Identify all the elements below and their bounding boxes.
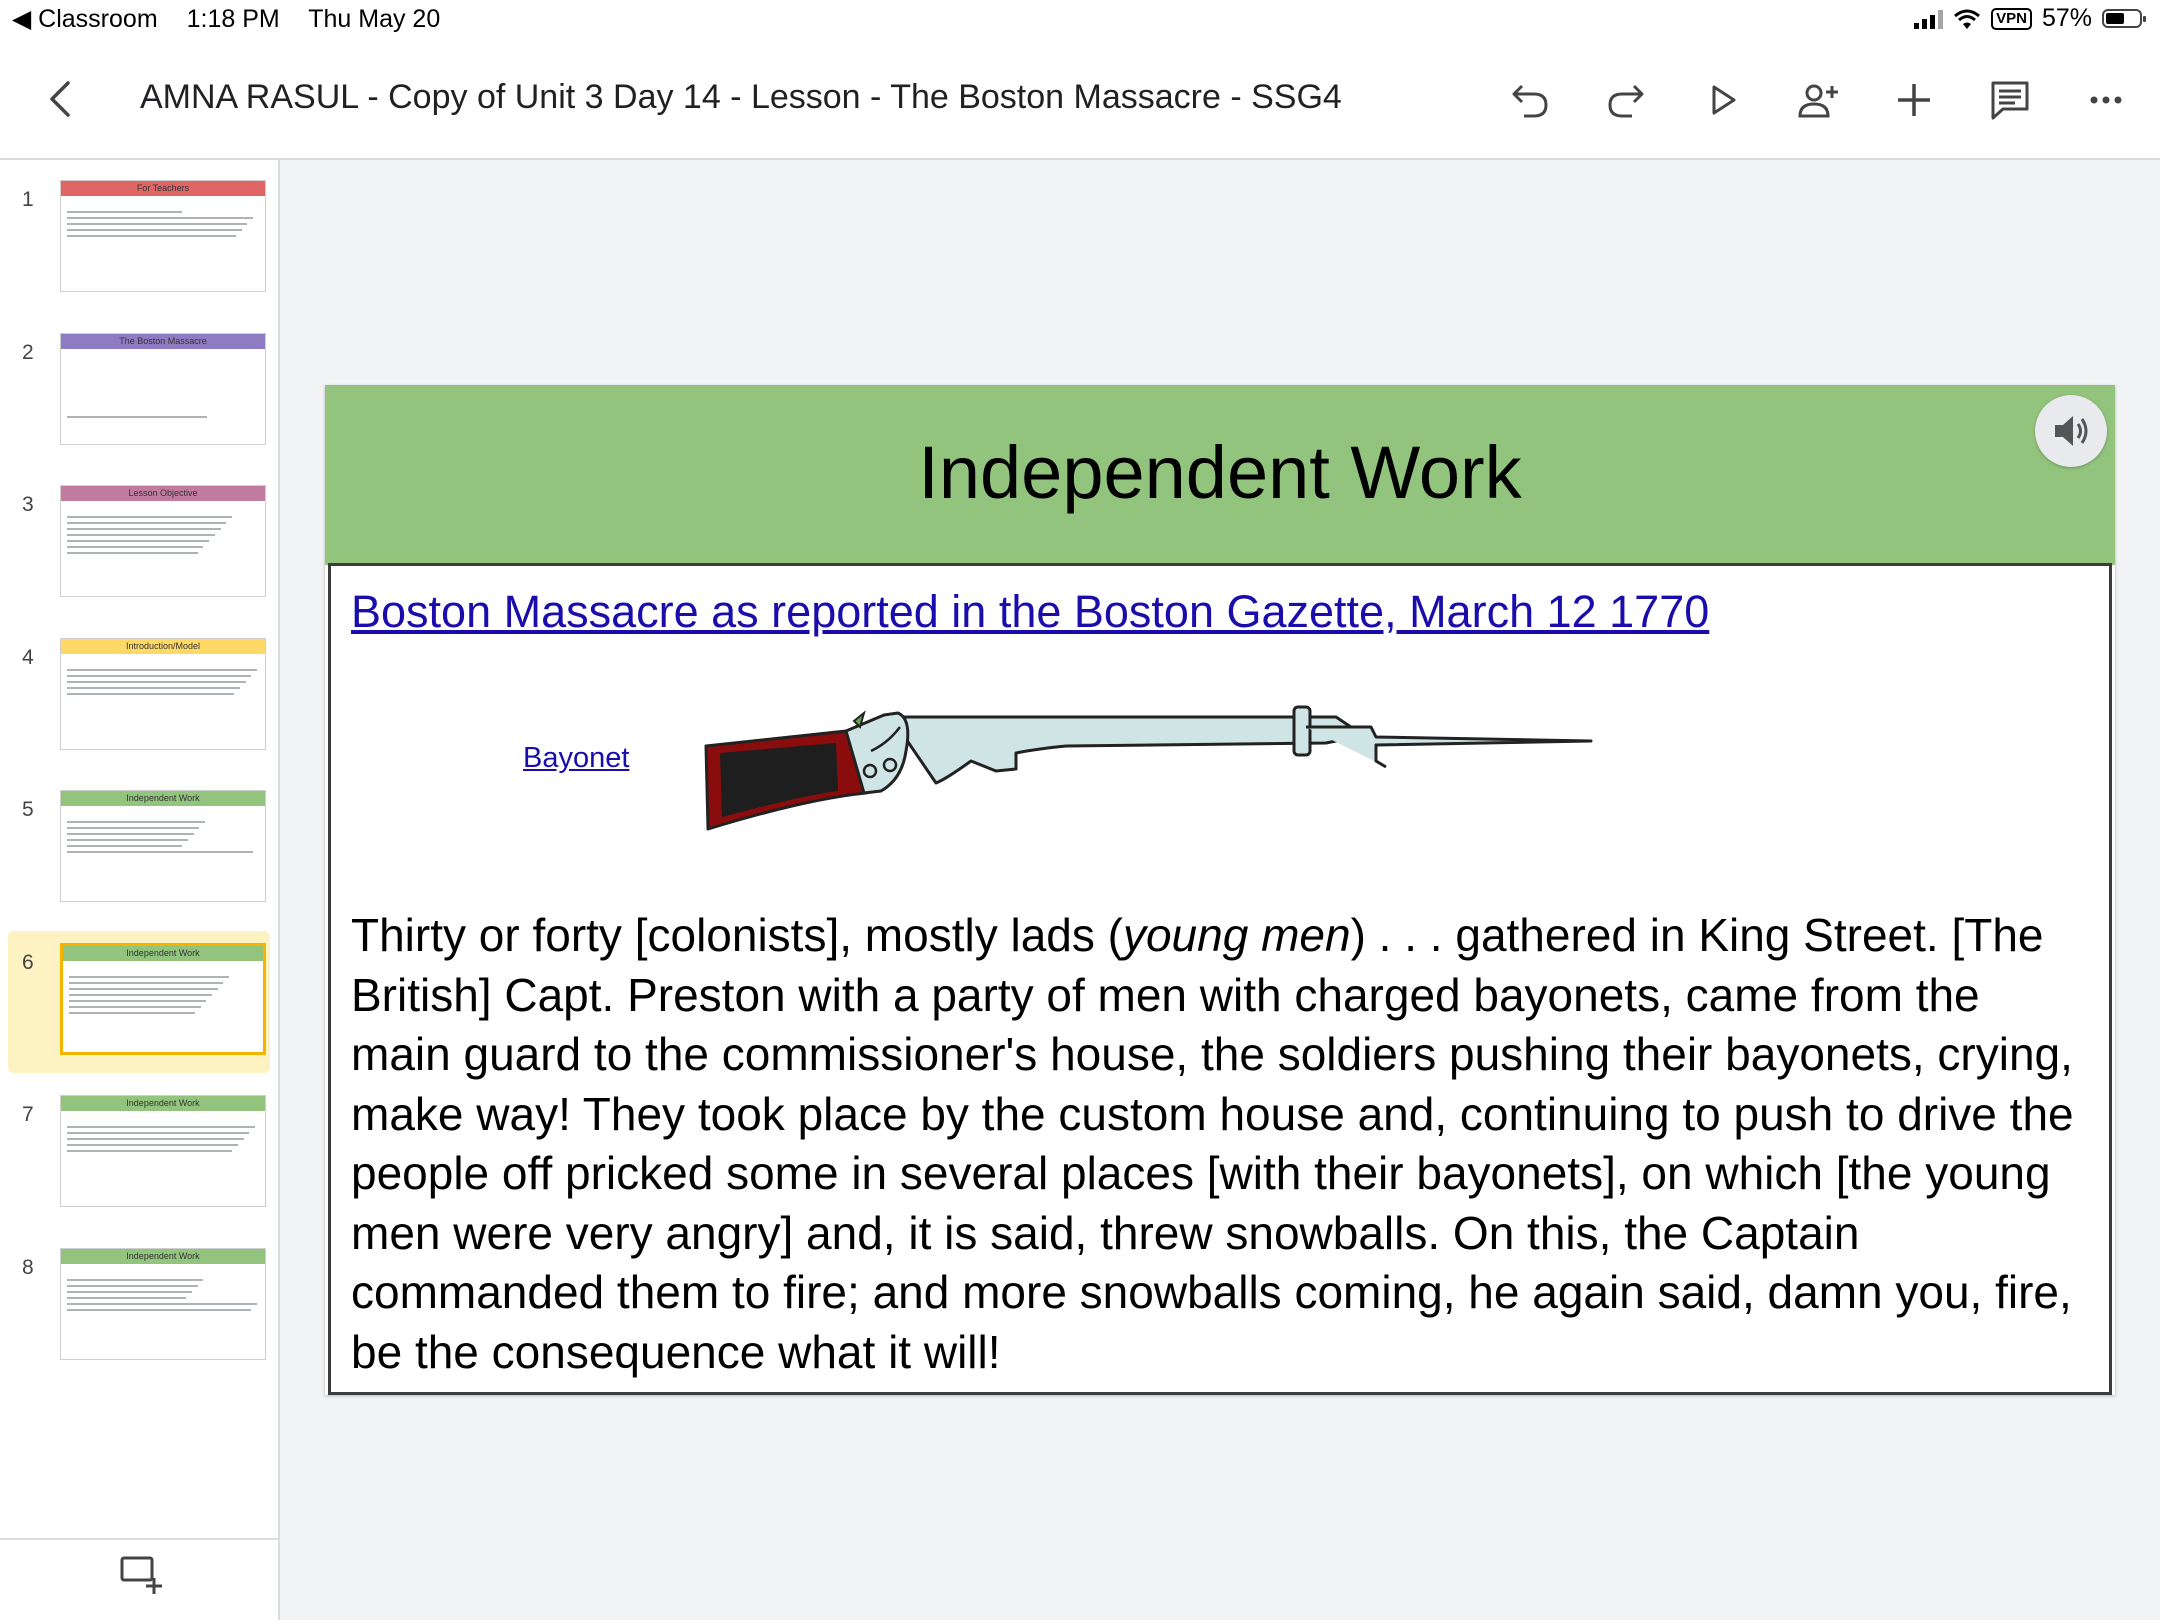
quote-text — [351, 906, 2089, 1382]
slide-thumbnail-2[interactable] — [8, 321, 270, 463]
slide-preview-line — [67, 1144, 238, 1146]
audio-button[interactable] — [2035, 395, 2107, 467]
slide-preview-line — [67, 839, 188, 841]
slide-header — [325, 385, 2115, 565]
comment-icon — [1988, 78, 2032, 122]
slide-preview-line — [67, 681, 246, 683]
slide-thumbnail-3[interactable] — [8, 473, 270, 615]
present-icon — [1700, 78, 1744, 122]
battery-level — [2106, 13, 2124, 24]
content-box — [328, 563, 2112, 1395]
slide-preview-line — [67, 1279, 203, 1281]
slide-thumbnail-7[interactable] — [8, 1083, 270, 1225]
slide-preview-line — [69, 1006, 201, 1008]
slide-preview-line — [67, 211, 182, 213]
slide-preview-line — [67, 1138, 244, 1140]
slide-preview — [60, 1248, 266, 1360]
redo-icon — [1604, 78, 1648, 122]
slide-preview-line — [67, 669, 257, 671]
slide-preview-header: Lesson Objective — [61, 486, 265, 501]
slide-preview-line — [67, 1291, 192, 1293]
slide-filmstrip — [0, 160, 280, 1620]
slide-preview-header: Independent Work — [63, 946, 263, 961]
add-slide-button[interactable] — [118, 1552, 166, 1596]
back-to-app-link[interactable]: ◀ Classroom — [12, 5, 158, 33]
slide-preview-body — [67, 817, 259, 857]
back-app-label: Classroom — [38, 5, 158, 33]
slide-preview-line — [67, 833, 194, 835]
slide-preview-line — [67, 552, 198, 554]
slide-preview-line — [67, 1132, 249, 1134]
quote-part-1: Thirty or forty [colonists], mostly lads ( — [351, 909, 1123, 961]
slide-number: 6 — [22, 950, 34, 974]
slide-preview — [60, 333, 266, 445]
slide-preview — [60, 485, 266, 597]
slide-preview-line — [67, 540, 209, 542]
slide-preview-line — [67, 223, 247, 225]
slide-preview-line — [69, 1000, 206, 1002]
slide-preview-line — [67, 1126, 255, 1128]
more-button[interactable] — [2076, 70, 2136, 130]
slide-preview — [60, 638, 266, 750]
add-slide-icon — [118, 1552, 166, 1596]
slide-number: 5 — [22, 798, 34, 821]
add-button[interactable] — [1884, 70, 1944, 130]
slide-thumbnail-8[interactable] — [8, 1236, 270, 1378]
slide-thumbnail-5[interactable] — [8, 778, 270, 920]
wifi-icon — [1953, 8, 1981, 30]
slide-number: 4 — [22, 645, 34, 669]
slide-preview-line — [67, 821, 205, 823]
add-icon — [1892, 78, 1936, 122]
battery-percent: 57% — [2041, 4, 2092, 32]
slide-preview-line — [67, 675, 251, 677]
redo-button[interactable] — [1596, 70, 1656, 130]
slide-number: 8 — [22, 1255, 34, 1279]
slide-preview-line — [67, 1297, 186, 1299]
more-icon — [2084, 78, 2128, 122]
quote-part-2: ) . . . gathered in King Street. [The British] Capt. Preston with a party of men with charged bayonets, came from the main guard to the commissioner's house, the soldiers pushing their bayonets, crying, make way! They took place by the custom house and, continuing to push to drive the people off pricked some in several places [with their bayonets], on which [the young men were very angry] and, it is said, threw snowballs. On this, the Captain commanded them to fire; and more snowballs coming, he again said, damn you, fire, be the consequence what it will! — [351, 909, 2074, 1378]
slide-preview-line — [67, 1285, 198, 1287]
status-left — [12, 4, 462, 34]
slide-number: 7 — [22, 1103, 34, 1126]
slide-preview-body — [67, 1275, 259, 1315]
slide-preview-body — [67, 1122, 259, 1156]
slide-preview-line — [67, 845, 182, 847]
slide-preview-body — [67, 512, 259, 558]
slide-preview-header: Independent Work — [61, 791, 265, 806]
undo-button[interactable] — [1500, 70, 1560, 130]
status-time: 1:18 PM — [186, 5, 280, 33]
toolbar — [0, 40, 2160, 160]
slide-preview-body — [69, 972, 257, 1018]
share-button[interactable] — [1788, 70, 1848, 130]
slide-number: 2 — [22, 340, 34, 364]
slide-preview — [60, 790, 266, 902]
share-icon — [1796, 78, 1840, 122]
slide-preview-line — [67, 546, 203, 548]
slide-preview-line — [67, 235, 236, 237]
bayonet-rifle-image — [686, 691, 1616, 841]
slide-preview-body — [67, 665, 259, 699]
slide-preview-line — [67, 851, 253, 853]
slide-canvas[interactable] — [325, 385, 2115, 1395]
slide-preview-line — [67, 827, 199, 829]
status-date: Thu May 20 — [308, 5, 441, 33]
slide-preview-line — [69, 982, 223, 984]
battery-icon — [2102, 9, 2142, 28]
comment-button[interactable] — [1980, 70, 2040, 130]
slide-preview-line — [69, 988, 218, 990]
vpn-badge: VPN — [1991, 8, 2032, 30]
slide-preview-header: Introduction/Model — [61, 639, 265, 654]
slide-preview-header: Independent Work — [61, 1249, 265, 1264]
signal-icon — [1914, 9, 1943, 29]
toolbar-actions — [1500, 70, 2136, 130]
slide-preview — [60, 943, 266, 1055]
slide-preview-line — [69, 1012, 195, 1014]
back-icon — [48, 79, 72, 119]
slide-preview-line — [67, 229, 242, 231]
sidebar-divider — [0, 1538, 278, 1540]
slide-preview-body — [67, 412, 259, 422]
speaker-icon — [2051, 413, 2091, 449]
slide-preview-line — [67, 516, 232, 518]
slide-number: 3 — [22, 493, 34, 516]
slide-preview-header: For Teachers — [61, 181, 265, 196]
slide-preview-line — [67, 1150, 232, 1152]
slide-thumbnail-4[interactable] — [8, 626, 270, 768]
slide-preview-line — [69, 994, 212, 996]
document-title: AMNA RASUL - Copy of Unit 3 Day 14 - Lesson - The Boston Massacre - SSG4 — [140, 78, 1342, 116]
bayonet-link[interactable]: Bayonet — [523, 742, 630, 774]
quote-italic: young men — [1122, 909, 1351, 961]
status-right — [1914, 4, 2142, 33]
slide-preview-body — [67, 207, 259, 241]
slide-preview-line — [67, 1303, 257, 1305]
slide-title: Independent Work — [918, 431, 1522, 514]
undo-icon — [1508, 78, 1552, 122]
slide-preview — [60, 180, 266, 292]
slide-thumbnail-1[interactable] — [8, 168, 270, 310]
slide-preview-line — [67, 687, 240, 689]
slide-preview — [60, 1095, 266, 1207]
slide-number: 1 — [22, 188, 34, 211]
slide-thumbnail-6[interactable] — [8, 931, 270, 1073]
back-button[interactable] — [40, 74, 80, 124]
status-bar — [0, 0, 2160, 40]
slide-preview-line — [67, 522, 226, 524]
slide-preview-line — [67, 534, 215, 536]
slide-preview-line — [67, 693, 234, 695]
present-button[interactable] — [1692, 70, 1752, 130]
slide-preview-line — [67, 1309, 251, 1311]
slide-preview-header: Independent Work — [61, 1096, 265, 1111]
slide-preview-line — [67, 528, 221, 530]
slide-preview-line — [69, 976, 229, 978]
slide-preview-line — [67, 217, 253, 219]
boston-gazette-link[interactable]: Boston Massacre as reported in the Boston Gazette, March 12 1770 — [351, 586, 1710, 637]
slide-preview-line — [67, 416, 207, 418]
slide-preview-header: The Boston Massacre — [61, 334, 265, 349]
